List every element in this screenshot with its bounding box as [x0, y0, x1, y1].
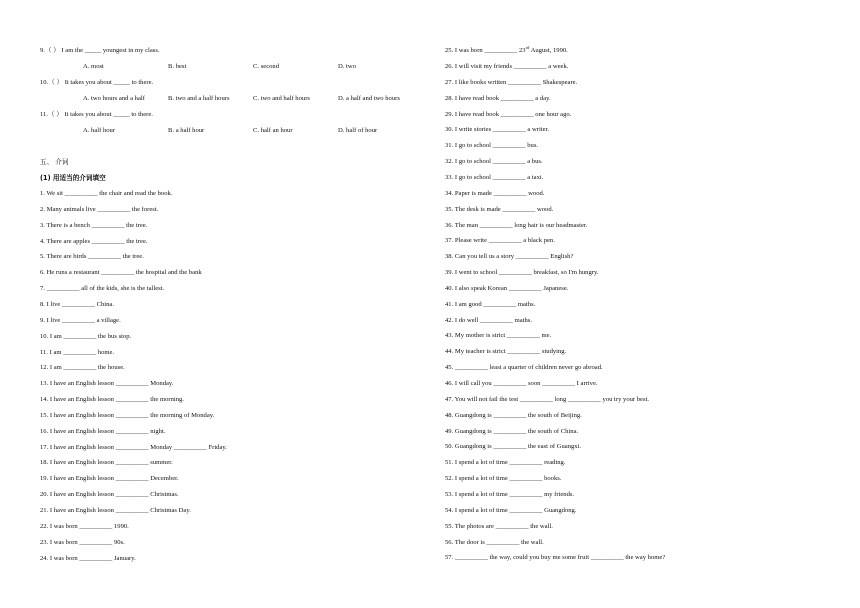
list-item: 9. I live __________ a village.: [40, 316, 121, 324]
list-item: 17. I have an English lesson __________ Monday __________ Friday.: [40, 443, 227, 451]
mc-question-9-option-b: B. best: [168, 63, 187, 70]
list-item: 54. I spend a lot of time __________ Guangdong.: [445, 506, 577, 514]
list-item: 8. I live __________ China.: [40, 300, 114, 308]
list-item: 12. I am __________ the house.: [40, 364, 125, 372]
mc-question-11-option-a: A. half hour: [83, 127, 116, 134]
list-item: 6. He runs a restaurant __________ the hospital and the bank: [40, 269, 202, 277]
mc-question-9-option-d: D. two: [338, 63, 356, 70]
list-item: 43. My mother is strict __________ me.: [445, 332, 552, 340]
list-item: 40. I also speak Korean __________ Japanese.: [445, 284, 569, 292]
list-item: 22. I was born __________ 1990.: [40, 522, 129, 530]
item-25-superscript: rd: [525, 44, 530, 50]
mc-question-10-stem: 10.（ ） It takes you about _____ to there.: [40, 79, 154, 86]
list-item: 50. Guangdong is __________ the east of Guangxi.: [445, 443, 582, 451]
mc-question-11-option-b: B. a half hour: [168, 127, 205, 134]
list-item: 32. I go to school __________ a bus.: [445, 158, 543, 166]
mc-question-9-stem: 9.（ ） I am the _____ youngest in my class.: [40, 47, 160, 54]
list-item: 14. I have an English lesson __________ the morning.: [40, 396, 184, 404]
list-item: 4. There are apples __________ the tree.: [40, 237, 148, 245]
mc-question-9-option-c: C. second: [253, 63, 280, 70]
list-item: 28. I have read book __________ a day.: [445, 94, 551, 102]
list-item: 10. I am __________ the bus stop.: [40, 332, 132, 340]
item-25-before: 25. I was born __________ 23: [445, 47, 526, 54]
list-item: 42. I do well __________ maths.: [445, 316, 532, 324]
list-item: 27. I like books written __________ Shakespeare.: [445, 78, 578, 86]
list-item: 3. There is a bench __________ the tree.: [40, 221, 148, 229]
mc-question-11-option-d: D. half of hour: [338, 127, 378, 134]
list-item: 24. I was born __________ January.: [40, 554, 136, 562]
mc-question-10-option-c: C. two and half hours: [253, 95, 310, 102]
list-item: 23. I was born __________ 90s.: [40, 538, 125, 546]
list-item: 46. I will call you __________ soon __________ I arrive.: [445, 380, 598, 387]
list-item: 26. I will visit my friends __________ a week.: [445, 63, 569, 70]
list-item: 49. Guangdong is __________ the south of China.: [445, 427, 579, 435]
list-item: 11. I am __________ home.: [40, 348, 115, 356]
list-item: 52. I spend a lot of time __________ books.: [445, 475, 562, 483]
list-item: 13. I have an English lesson __________ Monday.: [40, 380, 174, 388]
list-item: 2. Many animals live __________ the forest.: [40, 205, 159, 213]
mc-question-11-stem: 11.（ ） It takes you about _____ to there.: [40, 111, 153, 118]
list-item: 45. __________ least a quarter of children never go abroad.: [445, 364, 603, 372]
list-item: 35. The desk is made __________ wood.: [445, 205, 554, 213]
list-item: 7. __________ all of the kids, she is the tallest.: [40, 285, 165, 293]
list-item: 30. I write stories __________ a writer.: [445, 126, 550, 134]
mc-question-11-option-c: C. half an hour: [253, 127, 293, 134]
list-item: 53. I spend a lot of time __________ my friends.: [445, 490, 575, 498]
list-item-25: [445, 44, 568, 55]
mc-question-10-option-d: D. a half and two hours: [338, 95, 400, 102]
list-item: 15. I have an English lesson __________ the morning of Monday.: [40, 411, 215, 419]
list-item: 21. I have an English lesson __________ Christmas Day.: [40, 507, 191, 514]
list-item: 31. I go to school __________ bus.: [445, 142, 539, 150]
mc-question-9-option-a: A. most: [83, 63, 104, 70]
list-item: 33. I go to school __________ a taxi.: [445, 173, 544, 181]
list-item: 18. I have an English lesson __________ summer.: [40, 459, 173, 467]
list-item: 44. My teacher is strict __________ studying.: [445, 348, 567, 356]
list-item: 55. The photos are __________ the wall.: [445, 522, 553, 530]
list-item: 37. Please write __________ a black pen.: [445, 237, 555, 245]
list-item: 51. I spend a lot of time __________ reading.: [445, 459, 566, 467]
list-item: 16. I have an English lesson __________ night.: [40, 427, 166, 435]
mc-question-10-option-a: A. two hours and a half: [83, 95, 145, 102]
section-title: 五、 介词: [40, 158, 69, 166]
mc-question-10-option-b: B. two and a half hours: [168, 95, 230, 102]
list-item: 5. There are birds __________ the tree.: [40, 253, 144, 261]
item-25-after: August, 1990.: [529, 47, 568, 54]
list-item: 19. I have an English lesson __________ December.: [40, 475, 179, 483]
sub-title: (1) 用适当的介词填空: [40, 174, 106, 182]
list-item: 29. I have read book __________ one hour ago.: [445, 110, 572, 118]
list-item: 1. We sit __________ the chair and read the book.: [40, 190, 173, 197]
list-item: 56. The door is __________ the wall.: [445, 538, 544, 546]
list-item: 57. __________ the way, could you buy me some fruit __________ the way home?: [445, 554, 666, 562]
list-item: 36. The man __________ long hair is our headmaster.: [445, 221, 588, 229]
list-item: 47. You will not fail the test __________ long __________ you try your best.: [445, 395, 650, 403]
list-item: 20. I have an English lesson __________ Christmas.: [40, 491, 179, 499]
list-item: 41. I am good __________ maths.: [445, 300, 536, 308]
list-item: 39. I went to school __________ breakfast, so I'm hungry.: [445, 269, 599, 277]
list-item: 38. Can you tell us a story __________ English?: [445, 253, 574, 261]
list-item: 34. Paper is made __________ wood.: [445, 189, 545, 197]
list-item: 48. Guangdong is __________ the south of Beijing.: [445, 411, 582, 419]
